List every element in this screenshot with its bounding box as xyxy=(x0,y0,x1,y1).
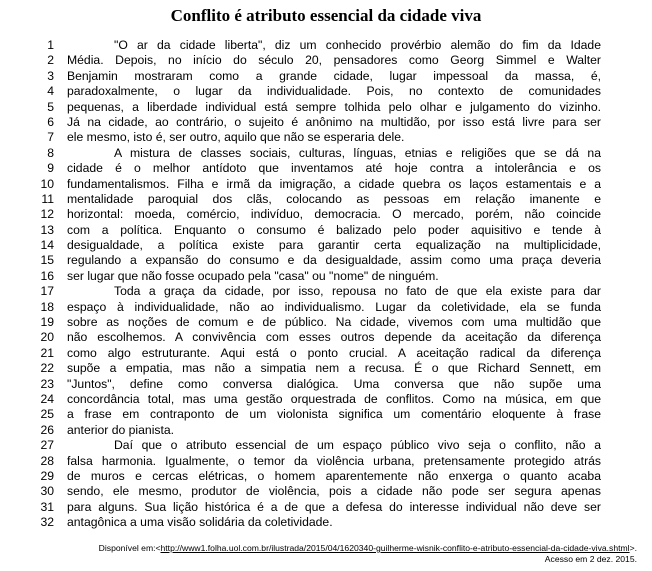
line-number: 5 xyxy=(47,99,54,114)
source-line xyxy=(0,543,637,554)
line-text: com a política. Enquanto o consumo é balizado pelo poder aquisitivo e tende à xyxy=(67,222,601,237)
line-text: ser lugar que não fosse ocupado pela "casa" ou "nome" de ninguém. xyxy=(67,268,439,283)
line-number: 4 xyxy=(47,84,54,99)
line-number: 15 xyxy=(40,253,54,268)
line-number: 1 xyxy=(47,38,54,52)
line-number: 13 xyxy=(40,222,54,237)
line-text: Daí que o atributo essencial de um espaço público vivo seja o conflito, não a xyxy=(114,438,601,453)
line-number: 19 xyxy=(40,315,54,330)
line-number: 24 xyxy=(40,391,54,406)
line-number: 17 xyxy=(40,284,54,299)
line-text: falsa harmonia. Igualmente, o temor da violência urbana, pretensamente protegido atrás xyxy=(67,453,601,468)
line-text: "O ar da cidade liberta", diz um conhecido provérbio alemão do fim da Idade xyxy=(114,38,601,52)
source-link[interactable]: http://www1.folha.uol.com.br/ilustrada/2015/04/1620340-guilherme-wisnik-conflito-e-atributo-essencial-da-cidade-viva.shtml xyxy=(160,543,630,553)
line-number: 25 xyxy=(40,407,54,422)
line-number: 11 xyxy=(41,191,54,206)
line-text: Média. Depois, no início do século 20, pensadores como Georg Simmel e Walter xyxy=(67,53,601,68)
line-text: para alguns. Sua lição histórica é a de que a defesa do interesse individual não deve ser xyxy=(67,499,601,514)
source-suffix: >. xyxy=(629,543,637,553)
line-number: 21 xyxy=(40,345,54,360)
line-number: 2 xyxy=(47,53,54,68)
line-text: sobre as noções de comum e de público. Na cidade, vivemos com uma multidão que xyxy=(67,315,601,330)
line-number: 30 xyxy=(40,484,54,499)
line-text: anterior do pianista. xyxy=(67,422,175,437)
line-text: cidade é o melhor antídoto que inventamos até hoje contra a intolerância e os xyxy=(67,161,601,176)
source-citation xyxy=(0,543,637,565)
line-text: sendo, ele mesmo, produtor de violência, pois a cidade não pode ser segura apenas xyxy=(67,484,601,499)
line-number: 23 xyxy=(40,376,54,391)
line-text: regulando a expansão do consumo e da desigualdade, assim como uma praça deveria xyxy=(67,253,601,268)
article-title: Conflito é atributo essencial da cidade viva xyxy=(170,6,482,25)
source-prefix: Disponível em:< xyxy=(98,543,161,553)
line-number: 6 xyxy=(47,114,54,129)
line-number: 7 xyxy=(47,130,54,145)
line-text: A mistura de classes sociais, culturas, línguas, etnias e religiões que se dá na xyxy=(114,145,601,160)
line-number: 29 xyxy=(40,468,54,483)
access-date: Acesso em 2 dez. 2015. xyxy=(544,554,637,564)
line-number: 26 xyxy=(40,422,54,437)
line-text: desigualdade, a política existe para garantir certa equalização na multiplicidade, xyxy=(67,238,601,253)
line-number: 31 xyxy=(40,499,54,514)
line-text: pequenas, a liberdade individual está sempre tolhida pelo olhar e julgamento do vizinho. xyxy=(67,99,601,114)
line-text: não escolhemos. A convivência com esses outros depende da aceitação da diferença xyxy=(67,330,601,345)
line-text: de muros e cercas elétricas, o homem aparentemente não enxerga o quanto acaba xyxy=(67,468,601,483)
line-text: Já na cidade, ao contrário, o sujeito é anônimo na multidão, por isso está livre para ser xyxy=(67,114,601,129)
line-number: 28 xyxy=(40,453,54,468)
line-number: 32 xyxy=(40,515,54,530)
line-text: ele mesmo, isto é, ser outro, aquilo que não se esperaria dele. xyxy=(67,130,405,145)
line-number: 20 xyxy=(40,330,54,345)
line-number: 22 xyxy=(40,361,54,376)
line-text: supõe a empatia, mas não a simpatia nem a recusa. É o que Richard Sennett, em xyxy=(67,361,601,376)
line-number: 3 xyxy=(47,68,54,83)
line-text: concordância total, mas uma gestão orquestrada de conflitos. Como na música, em que xyxy=(67,391,601,406)
line-number: 18 xyxy=(40,299,54,314)
line-number: 8 xyxy=(47,145,54,160)
line-number: 10 xyxy=(40,176,54,191)
line-number: 9 xyxy=(47,161,54,176)
line-number: 27 xyxy=(40,438,54,453)
line-text: mentalidade paroquial dos clãs, colocando as pessoas em relação imanente e xyxy=(67,191,601,206)
line-text: fundamentalismos. Filha e irmã da imigração, a cidade quebra os laços estamentais e a xyxy=(67,176,601,191)
line-text: Benjamin mostraram como a grande cidade, lugar impessoal da massa, é, xyxy=(67,68,601,83)
line-text: a frase em contraponto de um violonista significa um comentário eloquente à frase xyxy=(67,407,601,422)
line-text: Toda a graça da cidade, por isso, repousa no fato de que ela existe para dar xyxy=(114,284,601,299)
line-text: paradoxalmente, o lugar da individualidade. Pois, no contexto de comunidades xyxy=(67,84,601,99)
line-number: 14 xyxy=(40,238,54,253)
line-number: 12 xyxy=(40,207,54,222)
line-text: antagônica a uma visão solidária da coletividade. xyxy=(67,515,333,530)
line-text: "Juntos", define como conversa dialógica. Uma conversa que não supõe uma xyxy=(67,376,601,391)
line-text: horizontal: moeda, comércio, indivíduo, democracia. O mercado, porém, não coincide xyxy=(67,207,601,222)
line-text: como algo estruturante. Aqui está o ponto crucial. A aceitação radical da diferença xyxy=(67,345,601,360)
line-text: espaço à individualidade, não ao individualismo. Lugar da coletividade, ela se funda xyxy=(67,299,601,314)
line-number: 16 xyxy=(40,268,54,283)
